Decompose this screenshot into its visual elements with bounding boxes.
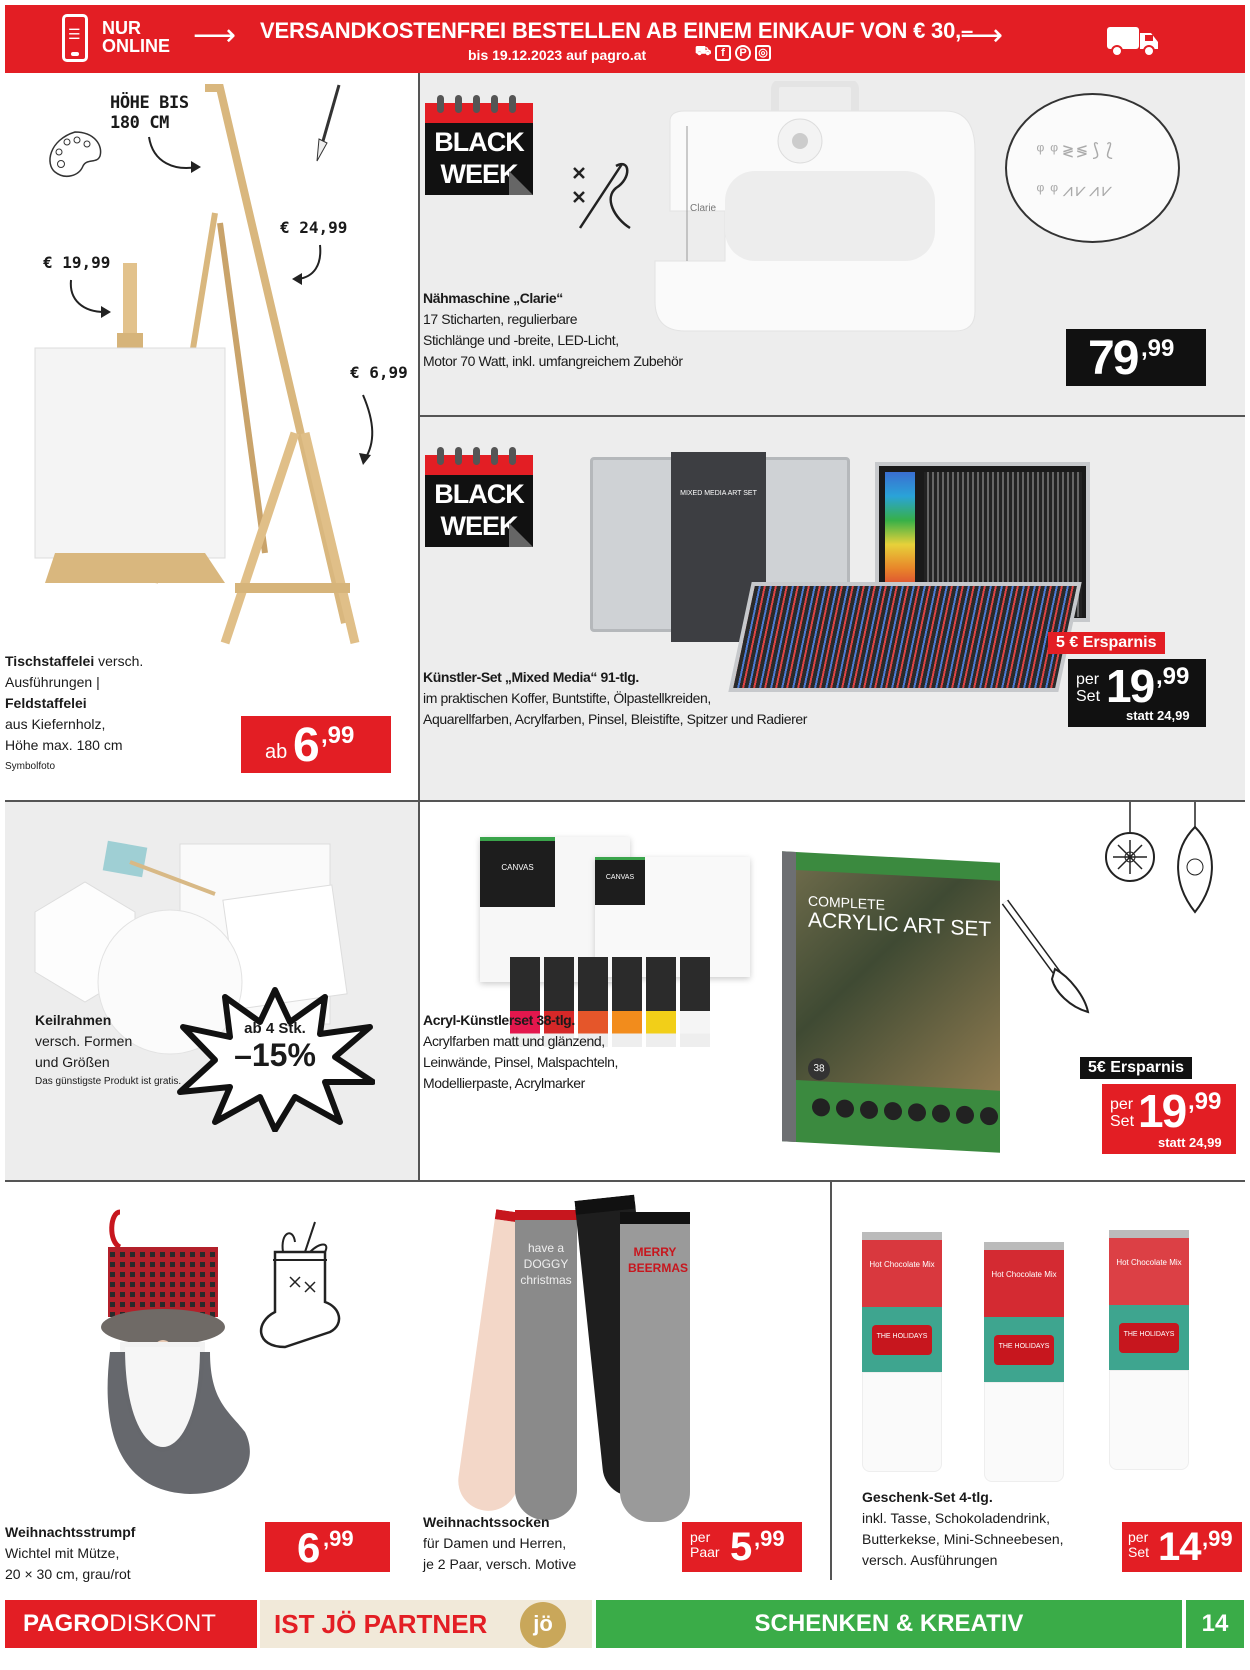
category-label: SCHENKEN & KREATIV — [596, 1600, 1182, 1648]
black-week-badge: BLACK WEEK — [425, 95, 533, 195]
mixed-media-price: per Set 19 ,99 statt 24,99 — [1068, 659, 1206, 727]
paintbrush-icon — [1000, 897, 1100, 1017]
socks-price: per Paar 5 ,99 — [682, 1522, 802, 1572]
discount-burst: ab 4 Stk. –15% — [234, 1020, 316, 1073]
arrow-right-icon: ⟶ — [193, 18, 237, 53]
gift-set-image: Hot Chocolate Mix THE HOLIDAYS Hot Chocolate Mix THE HOLIDAYS Hot Chocolate Mix THE HOLIDAYS — [854, 1212, 1250, 1512]
sock-image: MERRY BEERMAS — [620, 1212, 690, 1522]
acrylic-box-image: COMPLETE ACRYLIC ART SET 38 — [782, 851, 1000, 1152]
shipping-subline: bis 19.12.2023 auf pagro.at — [468, 47, 647, 63]
pagro-diskont-logo[interactable]: PAGRODISKONT — [5, 1600, 257, 1648]
sewing-machine-panel[interactable] — [420, 73, 1245, 415]
delivery-truck-icon — [1105, 23, 1161, 59]
canvas-frames-panel[interactable] — [5, 802, 418, 1180]
sewing-price: 79 ,99 — [1066, 329, 1206, 386]
easel-description: Tischstaffelei versch. Ausführungen | Feldstaffelei aus Kiefernholz, Höhe max. 180 cm Symbolfoto — [5, 651, 245, 774]
social-icons — [695, 45, 771, 61]
price-tag-field-easel: € 24,99 — [280, 218, 348, 237]
shipping-headline: VERSANDKOSTENFREI BESTELLEN AB EINEM EINKAUF VON € 30,– — [260, 18, 974, 43]
gift-set-panel[interactable] — [832, 1182, 1245, 1582]
canvas-frames-description: Keilrahmen versch. Formen und Größen Das günstigste Produkt ist gratis. — [35, 1012, 182, 1087]
art-case-closed-image: MIXED MEDIA ART SET — [590, 457, 850, 632]
jo-partner-banner[interactable]: IST JÖ PARTNER jö — [260, 1600, 592, 1648]
stocking-price: 6 ,99 — [265, 1522, 390, 1572]
curved-arrow-icon — [355, 393, 385, 468]
cart-icon: ☰ — [68, 26, 81, 42]
stocking-description: Weihnachtsstrumpf Wichtel mit Mütze, 20 × 30 cm, grau/rot — [5, 1524, 136, 1582]
easel-price: ab 6 ,99 — [241, 716, 391, 773]
mixed-media-panel[interactable] — [420, 417, 1245, 800]
page-number: 14 — [1186, 1600, 1244, 1648]
savings-badge: 5€ Ersparnis — [1080, 1057, 1192, 1079]
instagram-icon[interactable]: ◎ — [755, 45, 771, 61]
needle-thread-icon — [570, 158, 635, 233]
stocking-sketch-icon — [245, 1212, 355, 1352]
price-tag-small-easel: € 6,99 — [350, 363, 408, 382]
curved-arrow-icon — [290, 243, 330, 288]
canvas-image: CANVAS — [480, 837, 630, 982]
savings-badge: 5 € Ersparnis — [1048, 632, 1165, 654]
online-only-label: NUR ONLINE — [102, 18, 171, 56]
pinterest-icon[interactable]: P — [735, 45, 751, 61]
sock-image: have a DOGGY christmas — [515, 1210, 577, 1520]
phone-cart-icon — [62, 14, 88, 62]
stocking-panel[interactable] — [5, 1182, 418, 1582]
jo-logo-icon: jö — [520, 1602, 566, 1648]
curved-arrow-icon — [65, 278, 115, 323]
mixed-media-description: Künstler-Set „Mixed Media“ 91-tlg. im praktischen Koffer, Buntstifte, Ölpastellkreiden, Aquarellfarben, Acrylfarben, Pinsel, Bleistifte, Spitzer und Radierer — [423, 669, 808, 727]
height-annotation: HÖHE BIS 180 CM — [110, 93, 189, 133]
svg-text:Clarie: Clarie — [690, 203, 717, 214]
sewing-description: Nähmaschine „Clarie“ 17 Sticharten, regulierbare Stichlänge und -breite, LED-Licht, Motor 70 Watt, inkl. umfangreichem Zubehör — [423, 290, 683, 369]
easel-illustration — [25, 83, 405, 683]
acrylic-price: per Set 19 ,99 statt 24,99 — [1102, 1084, 1236, 1154]
christmas-ornaments-icon — [1100, 802, 1240, 922]
gift-set-price: per Set 14 ,99 — [1122, 1522, 1242, 1572]
easel-panel[interactable] — [5, 73, 418, 800]
arrow-right-icon: ⟶ — [960, 18, 1004, 53]
shipping-banner[interactable] — [5, 5, 1245, 73]
canvas-image: CANVAS — [595, 857, 750, 977]
cart-icon[interactable]: ⛟ — [695, 43, 712, 58]
stitch-detail-magnifier: ᵠᵠ≷≶⟆⟅ ᵠᵠ⩘⩗⩘⩗ — [1005, 93, 1180, 243]
sewing-machine-image — [645, 81, 985, 351]
gift-set-description: Geschenk-Set 4-tlg. inkl. Tasse, Schokoladendrink, Butterkekse, Mini-Schneebesen, versch. Ausführungen — [862, 1489, 1064, 1568]
facebook-icon[interactable]: f — [715, 45, 731, 61]
acrylic-description: Acryl-Künstlerset 38-tlg. Acrylfarben matt und glänzend, Leinwände, Pinsel, Malspachteln, Modellierpaste, Acrylmarker — [423, 1012, 618, 1091]
socks-panel[interactable] — [420, 1182, 830, 1582]
socks-description: Weihnachtssocken für Damen und Herren, je 2 Paar, versch. Motive — [423, 1514, 577, 1572]
black-week-badge: BLACK WEEK — [425, 447, 533, 547]
price-tag-table-easel: € 19,99 — [43, 253, 111, 272]
acrylic-set-panel[interactable] — [420, 802, 1245, 1180]
symbolfoto-note: Symbolfoto — [5, 761, 56, 772]
